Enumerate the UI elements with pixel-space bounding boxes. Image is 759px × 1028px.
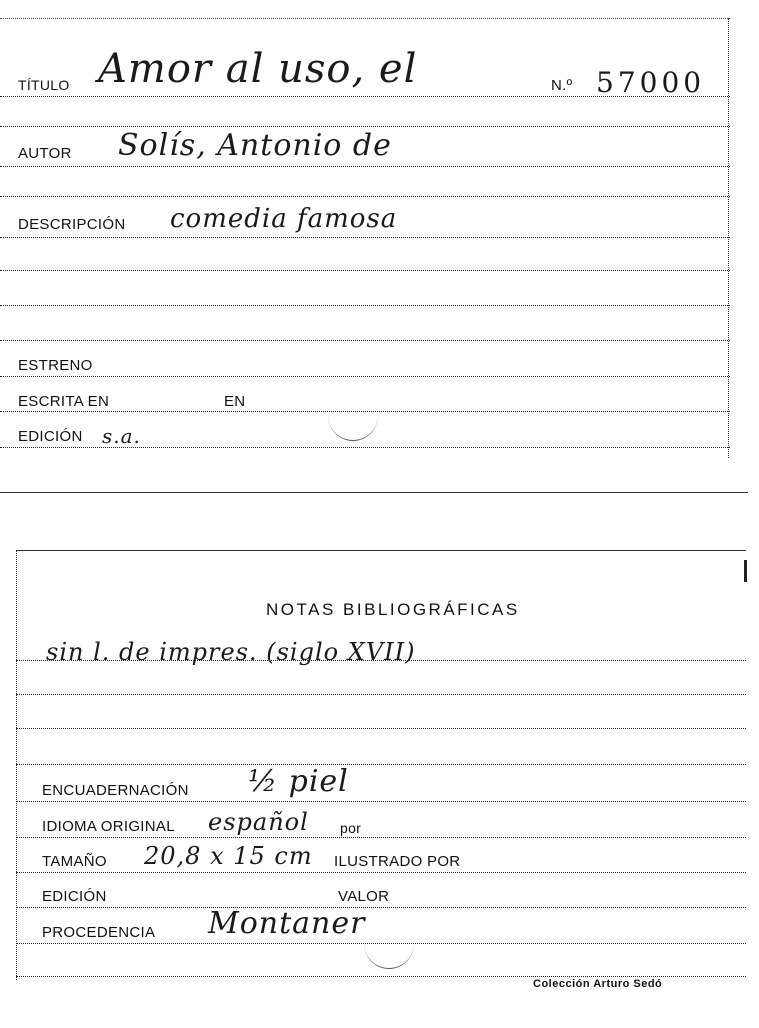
edicion2-label: EDICIÓN [42,888,107,905]
estreno-label: ESTRENO [18,357,93,374]
descripcion-value: comedia famosa [170,204,398,234]
por-label: por [340,820,362,836]
card1-ruling-3 [0,270,730,271]
procedencia-value: Montaner [208,906,366,941]
valor-label: VALOR [338,888,390,905]
encuadernacion-label: ENCUADERNACIÓN [42,782,189,799]
card1-right-edge [728,18,729,458]
card2-right-edge-mark [744,560,747,582]
card1-bottom-edge [0,492,748,493]
escrita-en-label: ESCRITA EN [18,393,110,410]
notas-heading: NOTAS BIBLIOGRÁFICAS [266,600,520,619]
card2-left-edge [16,550,17,980]
descripcion-line [0,237,730,238]
punch-hole-2 [364,918,414,969]
notas-ruling-1 [16,660,746,661]
card1-top-edge [0,18,730,19]
edicion-line [0,447,730,448]
card1-ruling-4 [0,305,730,306]
card2-bottom-line [16,976,746,977]
notas-ruling-3 [16,728,746,729]
tamano-line [16,872,746,873]
encuadernacion-line [16,801,746,802]
descripcion-label: DESCRIPCIÓN [18,216,126,233]
edicion-label: EDICIÓN [18,428,83,445]
card1-ruling-1 [0,126,730,127]
titulo-value: Amor al uso, el [98,46,418,92]
ilustrado-label: ILUSTRADO POR [334,853,461,870]
notas-ruling-4 [16,764,746,765]
autor-line [0,166,730,167]
idioma-label: IDIOMA ORIGINAL [42,818,175,835]
punch-hole-1 [328,390,378,441]
titulo-line [0,96,730,97]
autor-label: AUTOR [18,145,72,162]
encuadernacion-value: ½ piel [248,764,349,799]
card1-ruling-2 [0,196,730,197]
idioma-line [16,837,746,838]
numero-value: 57000 [596,66,706,99]
notas-ruling-2 [16,694,746,695]
autor-value: Solís, Antonio de [118,128,392,163]
collection-footer: Colección Arturo Sedó [533,978,663,990]
numero-label: N.º [551,77,573,94]
estreno-line [0,376,730,377]
titulo-label: TÍTULO [18,77,70,93]
edicion-value: s.a. [102,424,141,448]
procedencia-label: PROCEDENCIA [42,924,156,941]
edicion2-line [16,907,746,908]
tamano-value: 20,8 x 15 cm [144,842,313,870]
en-label: EN [224,393,246,410]
idioma-value: español [208,808,309,836]
notas-line1-value: sin l. de impres. (siglo XVII) [46,638,416,666]
tamano-label: TAMAÑO [42,853,107,870]
card1-ruling-5 [0,340,730,341]
card2-top-edge [16,550,746,551]
